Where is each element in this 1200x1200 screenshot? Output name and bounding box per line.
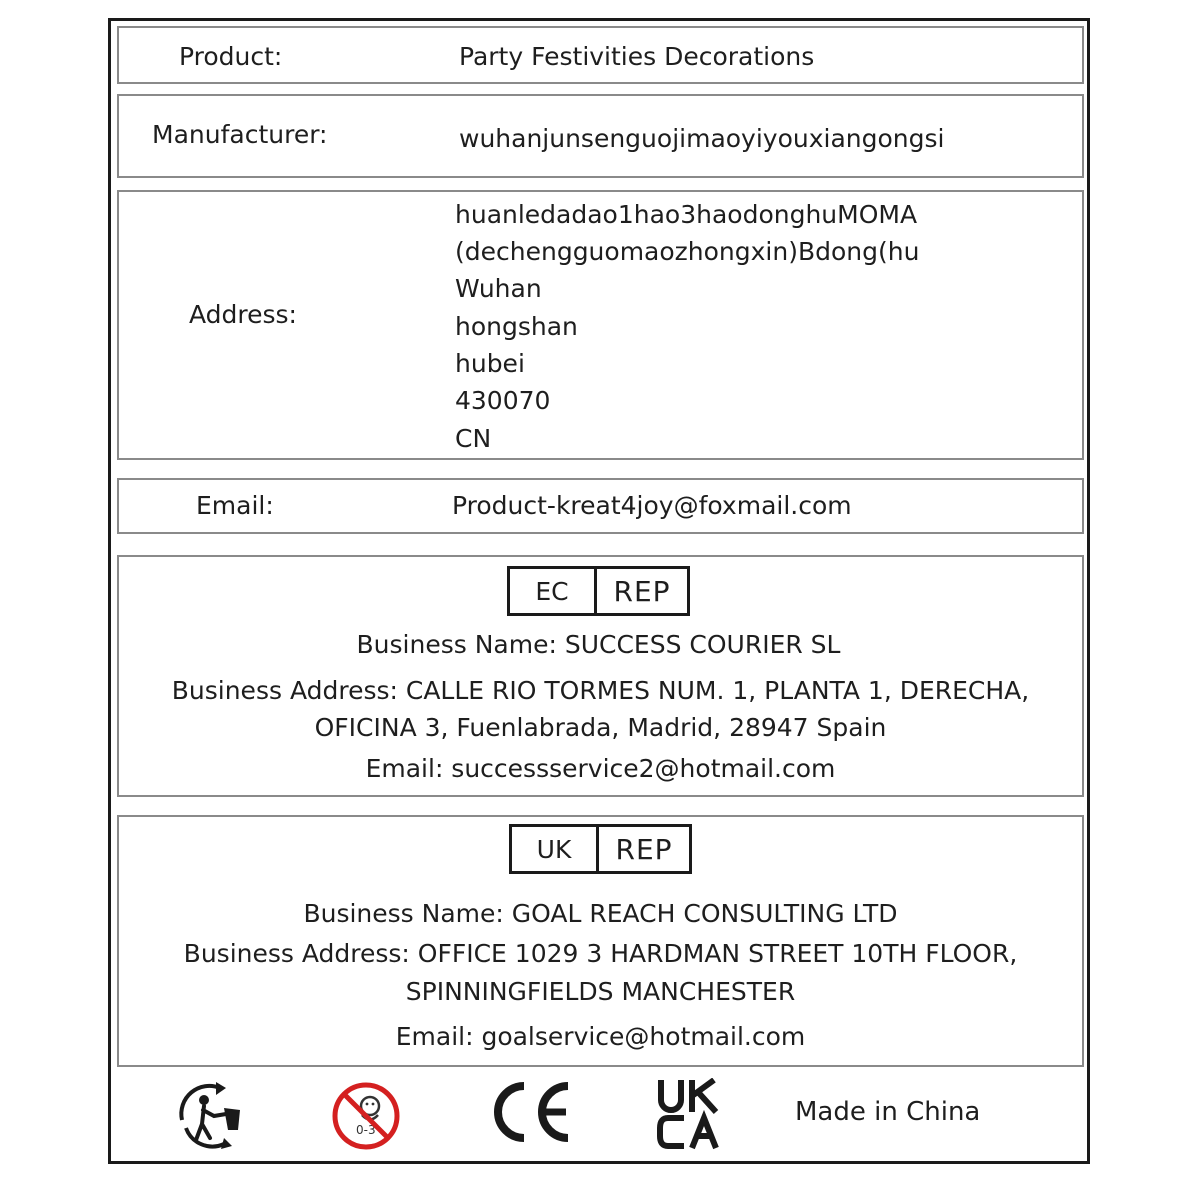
ec-rep-badge [507, 566, 690, 616]
age-range-text: 0-3 [356, 1123, 376, 1137]
ec-badge-text: EC [510, 569, 597, 613]
ec-business-address-line-1: Business Address: CALLE RIO TORMES NUM. 1, PLANTA 1, DERECHA, [171, 676, 1030, 705]
ec-business-name: Business Name: SUCCESS COURIER SL [356, 630, 841, 659]
tidyman-recycle-icon [172, 1080, 250, 1152]
uk-rep-badge-text: REP [615, 832, 673, 866]
uk-business-name: Business Name: GOAL REACH CONSULTING LTD [303, 899, 898, 928]
email-row [117, 478, 1084, 534]
address-line-5: hubei [455, 349, 525, 378]
ec-rep-section [117, 555, 1084, 797]
uk-business-address-line-1: Business Address: OFFICE 1029 3 HARDMAN STREET 10TH FLOOR, [183, 939, 1018, 968]
ce-mark-icon [488, 1080, 574, 1144]
email-label: Email: [196, 491, 274, 520]
uk-badge-text: UK [512, 827, 599, 871]
email-value: Product-kreat4joy@foxmail.com [452, 491, 852, 520]
address-line-4: hongshan [455, 312, 578, 341]
address-line-7: CN [455, 424, 492, 453]
address-row [117, 190, 1084, 460]
ec-rep-badge-text: REP [613, 574, 671, 608]
address-label: Address: [189, 300, 297, 329]
uk-rep-badge [509, 824, 692, 874]
product-label: Product: [179, 42, 283, 71]
address-line-6: 430070 [455, 386, 551, 415]
uk-email: Email: goalservice@hotmail.com [395, 1022, 806, 1051]
address-line-1: huanledadao1hao3haodonghuMOMA [455, 200, 918, 229]
manufacturer-value: wuhanjunsenguojimaoyiyouxiangongsi [459, 124, 945, 153]
address-line-3: Wuhan [455, 274, 542, 303]
product-value: Party Festivities Decorations [459, 42, 815, 71]
address-line-2: (dechengguomaozhongxin)Bdong(hu [455, 237, 920, 266]
uk-rep-section [117, 815, 1084, 1067]
not-for-children-0-3-icon [330, 1080, 402, 1152]
made-in-label: Made in China [795, 1097, 981, 1127]
product-row [117, 26, 1084, 84]
ukca-mark-icon [656, 1078, 728, 1150]
ec-business-address-line-2: OFICINA 3, Fuenlabrada, Madrid, 28947 Spain [314, 713, 887, 742]
manufacturer-row [117, 94, 1084, 178]
ec-email: Email: successservice2@hotmail.com [365, 754, 836, 783]
uk-business-address-line-2: SPINNINGFIELDS MANCHESTER [405, 977, 796, 1006]
manufacturer-label: Manufacturer: [152, 120, 328, 149]
